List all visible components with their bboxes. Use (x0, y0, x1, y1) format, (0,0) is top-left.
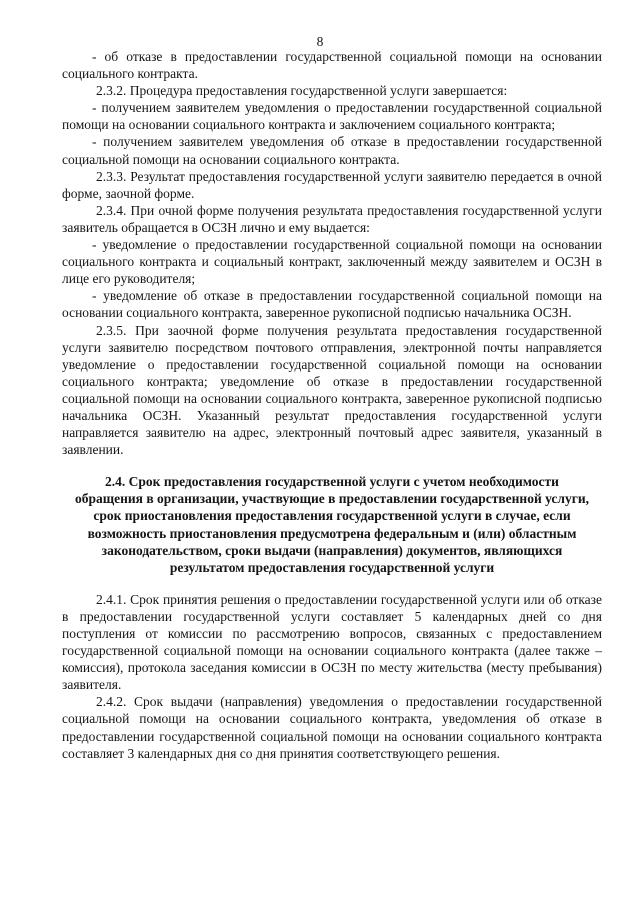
clause-paragraph: 2.3.4. При очной форме получения результата предоставления государственной услуги заявитель обращается в ОСЗН лично и ему выдается: (62, 202, 602, 235)
clause-paragraph: 2.4.1. Срок принятия решения о предоставлении государственной услуги или об отказе в предоставлении государственной услуги составляет 5 календарных дней со дня поступления от комиссии по рассмотрению вопросов, связанных с предоставлением государственной социальной помощи на основании социального контракта (далее также – комиссия), протокола заседания комиссии в ОСЗН по месту жительства (месту пребывания) заявителя. (62, 591, 602, 693)
paragraph: - получением заявителем уведомления об отказе в предоставлении государственной социальной помощи на основании социального контракта. (62, 134, 602, 167)
section-heading: 2.4. Срок предоставления государственной услуги с учетом необходимости обращения в организации, участвующие в предоставлении государственной услуги, срок приостановления предоставления государственной услуги в случае, если возможность приостановления предусмотрена федеральным и (или) областным законодательством, сроки выдачи (направления) документов, являющихся результатом предоставления государственной услуги (74, 474, 590, 575)
paragraph: - об отказе в предоставлении государственной социальной помощи на основании социального контракта. (62, 49, 602, 82)
clause-paragraph: 2.4.2. Срок выдачи (направления) уведомления о предоставлении государственной социальной помощи на основании социального контракта, уведомления об отказе в предоставлении государственной социальной помощи на основании социального контракта составляет 3 календарных дня со дня принятия соответствующего решения. (62, 694, 602, 761)
clause-paragraph: 2.3.2. Процедура предоставления государственной услуги завершается: (96, 83, 508, 99)
paragraph: - уведомление о предоставлении государственной социальной помощи на основании социального контракта и социальный контракт, заключенный между заявителем и ОСЗН в лице его руководителя; (62, 237, 602, 287)
clause-paragraph: 2.3.5. При заочной форме получения результата предоставления государственной услуги заявителю посредством почтового отправления, электронной почты направляется уведомление о предоставлении государственной социальной помощи на основании социального контракта; уведомление об отказе в предоставлении государственной социальной помощи на основании социального контракта, заверенное рукописной подписью начальника ОСЗН. Указанный результат предоставления государственной услуги направляется заявителю на адрес, электронный почтовый адрес заявителя, указанный в заявлении. (62, 322, 602, 458)
paragraph: - получением заявителем уведомления о предоставлении государственной социальной помощи на основании социального контракта и заключением социального контракта; (62, 100, 602, 133)
document-body (62, 48, 602, 762)
clause-paragraph: 2.3.3. Результат предоставления государственной услуги заявителю передается в очной форме, заочной форме. (62, 168, 602, 201)
paragraph: - уведомление об отказе в предоставлении государственной социальной помощи на основании социального контракта, заверенное рукописной подписью начальника ОСЗН. (62, 288, 602, 321)
page-number: 8 (316, 34, 324, 49)
